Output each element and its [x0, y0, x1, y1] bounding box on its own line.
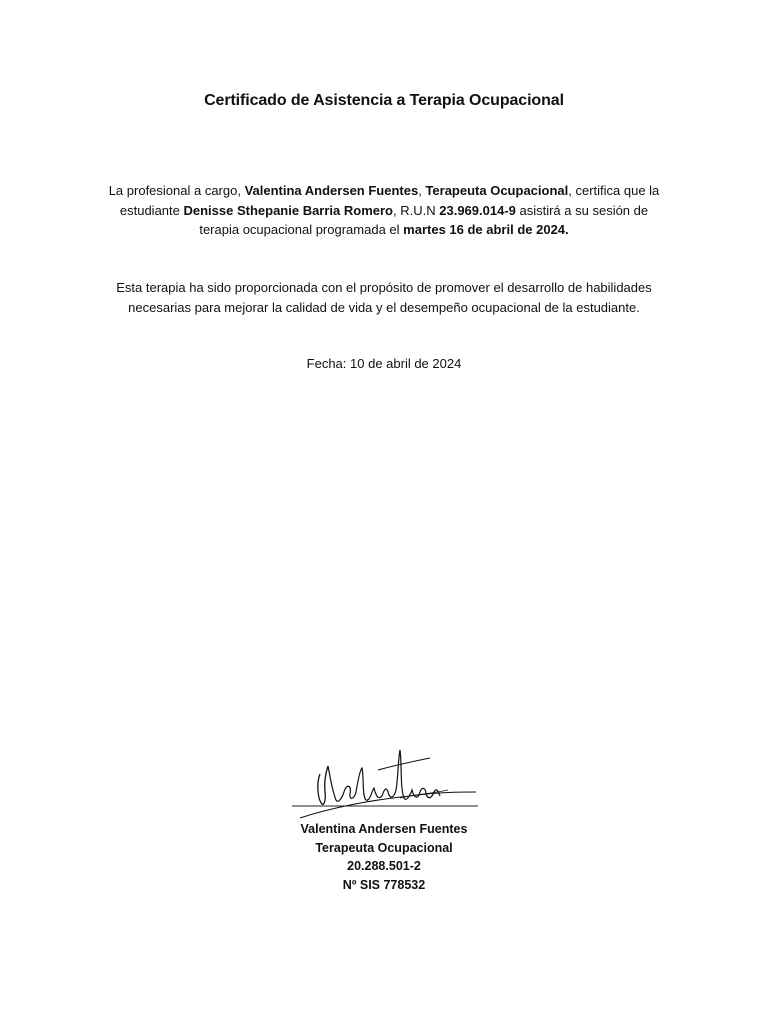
signature-stroke	[300, 792, 476, 818]
signature-stroke	[318, 766, 328, 804]
student-run: 23.969.014-9	[439, 202, 516, 218]
purpose-paragraph: Esta terapia ha sido proporcionada con el propósito de promover el desarrollo de habilidades necesarias para mejorar la calidad de vida y el desempeño ocupacional de la estudiante.	[116, 280, 652, 315]
signer-block	[0, 820, 768, 894]
page-title: Certificado de Asistencia a Terapia Ocupacional	[204, 92, 564, 109]
paragraph-text: , certifica que la estudiante	[119, 183, 660, 218]
paragraph-text: ,	[418, 183, 426, 198]
professional-name: Valentina Andersen Fuentes	[244, 183, 419, 198]
signature-stroke	[400, 790, 448, 798]
signature-stroke	[378, 758, 430, 770]
handwritten-signature	[280, 740, 490, 820]
signer-id: 20.288.501-2	[347, 859, 421, 873]
signer-registry: Nº SIS 778532	[342, 877, 426, 892]
signer-role: Terapeuta Ocupacional	[315, 840, 453, 855]
signature-stroke	[328, 766, 344, 801]
paragraph-text: asistirá a su sesión de terapia ocupacional programada el	[199, 202, 649, 237]
paragraph-text: , R.U.N	[393, 202, 440, 218]
signature-stroke	[344, 750, 440, 800]
professional-role: Terapeuta Ocupacional	[425, 183, 569, 198]
signer-name: Valentina Andersen Fuentes	[300, 822, 468, 836]
signature-image	[280, 740, 490, 820]
student-name: Denisse Sthepanie Barria Romero	[183, 202, 394, 218]
session-date: martes 16 de abril de 2024.	[403, 222, 569, 237]
issue-date: Fecha: 10 de abril de 2024	[306, 356, 462, 371]
certification-paragraph	[100, 181, 668, 240]
paragraph-text: La profesional a cargo,	[108, 183, 245, 198]
